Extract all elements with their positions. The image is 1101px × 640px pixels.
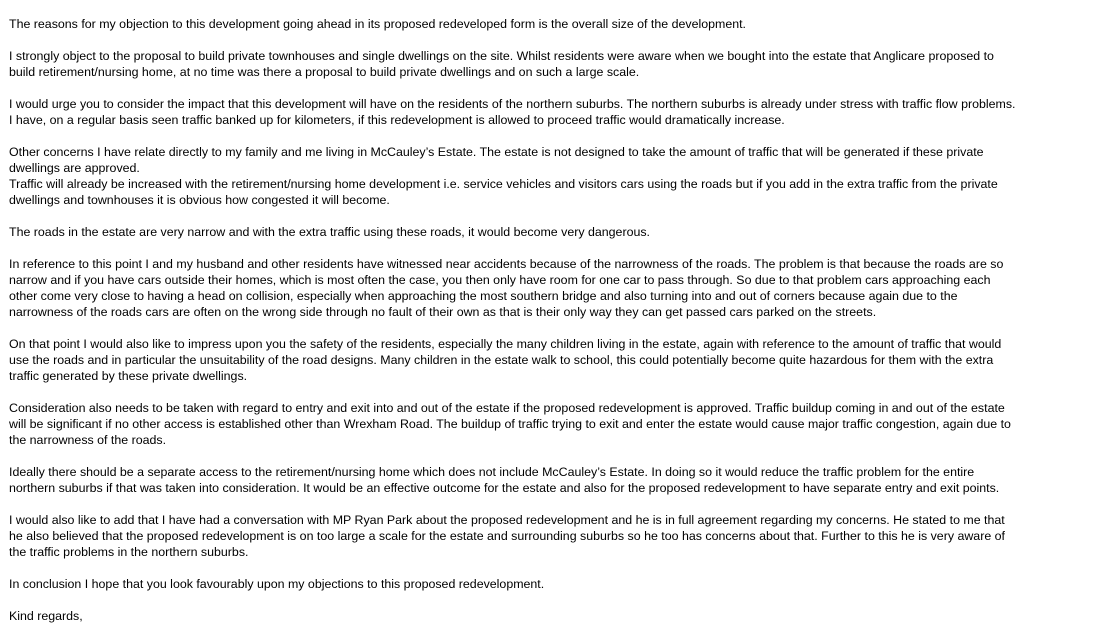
paragraph: [9, 464, 1099, 496]
paragraph: [9, 48, 1099, 80]
text-line: traffic generated by these private dwellings.: [9, 369, 248, 383]
text-line: I have, on a regular basis seen traffic banked up for kilometers, if this redevelopment is allowed to proceed traffic would dramatically increase.: [9, 113, 785, 127]
text-line: dwellings and townhouses it is obvious how congested it will become.: [9, 193, 390, 207]
paragraph: [9, 96, 1099, 128]
text-line: the traffic problems in the northern suburbs.: [9, 545, 249, 559]
letter-body: [9, 16, 1099, 640]
text-line: other come very close to having a head on collision, especially when approaching the most southern bridge and also turning into and out of corners because again due to the: [9, 289, 958, 303]
paragraph: [9, 576, 1099, 592]
text-line: northern suburbs if that was taken into consideration. It would be an effective outcome for the estate and also for the proposed redevelopment to have separate entry and exit points.: [9, 481, 1000, 495]
text-line: The roads in the estate are very narrow and with the extra traffic using these roads, it would become very dangerous.: [9, 225, 650, 239]
paragraph: [9, 16, 1099, 32]
text-line: dwellings are approved.: [9, 161, 140, 175]
paragraph: [9, 144, 1099, 208]
text-line: he also believed that the proposed redevelopment is on too large a scale for the estate and surrounding suburbs so he too has concerns about that. Further to this he is very aware of: [9, 529, 1005, 543]
text-line: I would urge you to consider the impact that this development will have on the residents of the northern suburbs. The northern suburbs is already under stress with traffic flow problems.: [9, 97, 1016, 111]
paragraph: [9, 400, 1099, 448]
text-line: build retirement/nursing home, at no time was there a proposal to build private dwellings and on such a large scale.: [9, 65, 640, 79]
text-line: In reference to this point I and my husband and other residents have witnessed near accidents because of the narrowness of the roads. The problem is that because the roads are so: [9, 257, 1004, 271]
text-line: will be significant if no other access is established other than Wrexham Road. The buildup of traffic trying to exit and enter the estate would cause major traffic congestion, again due to: [9, 417, 1011, 431]
paragraph: [9, 256, 1099, 320]
paragraph: [9, 336, 1099, 384]
text-line: I strongly object to the proposal to build private townhouses and single dwellings on the site. Whilst residents were aware when we bought into the estate that Anglicare proposed to: [9, 49, 994, 63]
text-line: narrow and if you have cars outside their homes, which is most often the case, you then only have room for one car to pass through. So due to that problem cars approaching each: [9, 273, 991, 287]
text-line: Kind regards,: [9, 609, 83, 623]
text-line: Consideration also needs to be taken with regard to entry and exit into and out of the estate if the proposed redevelopment is approved. Traffic buildup coming in and out of the estate: [9, 401, 1005, 415]
paragraph: [9, 224, 1099, 240]
text-line: Other concerns I have relate directly to my family and me living in McCauley’s Estate. The estate is not designed to take the amount of traffic that will be generated if these private: [9, 145, 984, 159]
text-line: narrowness of the roads cars are often on the wrong side through no fault of their own as that is their only way they can get passed cars parked on the streets.: [9, 305, 877, 319]
paragraph: [9, 608, 1099, 624]
text-line: use the roads and in particular the unsuitability of the road designs. Many children in the estate walk to school, this could potentially become quite hazardous for them with the extra: [9, 353, 994, 367]
text-line: Traffic will already be increased with the retirement/nursing home development i.e. service vehicles and visitors cars using the roads but if you add in the extra traffic from the private: [9, 177, 998, 191]
text-line: the narrowness of the roads.: [9, 433, 167, 447]
paragraph: [9, 512, 1099, 560]
text-line: On that point I would also like to impress upon you the safety of the residents, especially the many children living in the estate, again with reference to the amount of traffic that would: [9, 337, 1002, 351]
text-line: In conclusion I hope that you look favourably upon my objections to this proposed redevelopment.: [9, 577, 545, 591]
text-line: The reasons for my objection to this development going ahead in its proposed redeveloped form is the overall size of the development.: [9, 17, 746, 31]
text-line: Ideally there should be a separate access to the retirement/nursing home which does not include McCauley’s Estate. In doing so it would reduce the traffic problem for the entire: [9, 465, 975, 479]
text-line: I would also like to add that I have had a conversation with MP Ryan Park about the proposed redevelopment and he is in full agreement regarding my concerns. He stated to me that: [9, 513, 1005, 527]
